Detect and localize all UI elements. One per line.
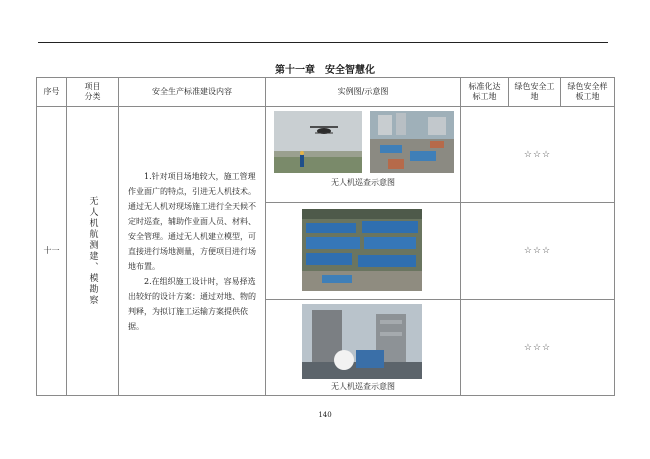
tower-site-photo — [302, 304, 422, 379]
example-cell-2 — [266, 203, 461, 300]
safety-standard-table — [36, 77, 615, 396]
example-cell-1 — [266, 107, 461, 203]
page-number: 140 — [318, 411, 332, 419]
header-standard: 标准化达标工地 — [461, 78, 509, 107]
header-rule — [38, 42, 608, 43]
header-seq: 序号 — [37, 78, 67, 107]
rating-cell-2 — [461, 203, 615, 300]
example-cell-3 — [266, 300, 461, 396]
example-caption: 无人机巡查示意图 — [331, 178, 395, 187]
content-paragraph: 1.针对项目场地较大，施工管理作业面广的特点，引进无人机技术。通过无人机对现场施工进行全天候不定时巡查，辅助作业面人员、材料、安全管理。通过无人机建立模型，可直接进行场地测量，方便项目进行场地布置。 — [128, 171, 256, 271]
rating-cell-1 — [461, 107, 615, 203]
header-green-model: 绿色安全样板工地 — [561, 78, 615, 107]
header-green: 绿色安全工地 — [509, 78, 561, 107]
row-category — [67, 107, 119, 396]
example-caption: 无人机巡查示意图 — [331, 382, 395, 391]
drone-photo — [274, 111, 362, 173]
star-rating: ☆☆☆ — [523, 149, 552, 160]
table-row — [37, 107, 615, 203]
header-content: 安全生产标准建设内容 — [119, 78, 266, 107]
header-category: 项目分类 — [67, 78, 119, 107]
chapter-title: 第十一章 安全智慧化 — [275, 65, 375, 76]
table-header-row — [37, 78, 615, 107]
star-rating: ☆☆☆ — [523, 246, 552, 256]
blue-roof-site-photo — [302, 209, 422, 291]
aerial-site-photo — [370, 111, 454, 173]
row-seq: 十一 — [37, 107, 67, 396]
rating-cell-3 — [461, 300, 615, 396]
row-category-text: 无人机航测建、模勘察 — [87, 196, 98, 306]
content-paragraph: 2.在组织施工设计时，容易择选出较好的设计方案：通过对地、物的判释，为拟订施工运输方案提供依据。 — [128, 276, 256, 331]
header-example: 实例图/示意图 — [266, 78, 461, 107]
star-rating: ☆☆☆ — [523, 342, 552, 353]
row-content — [119, 107, 266, 396]
